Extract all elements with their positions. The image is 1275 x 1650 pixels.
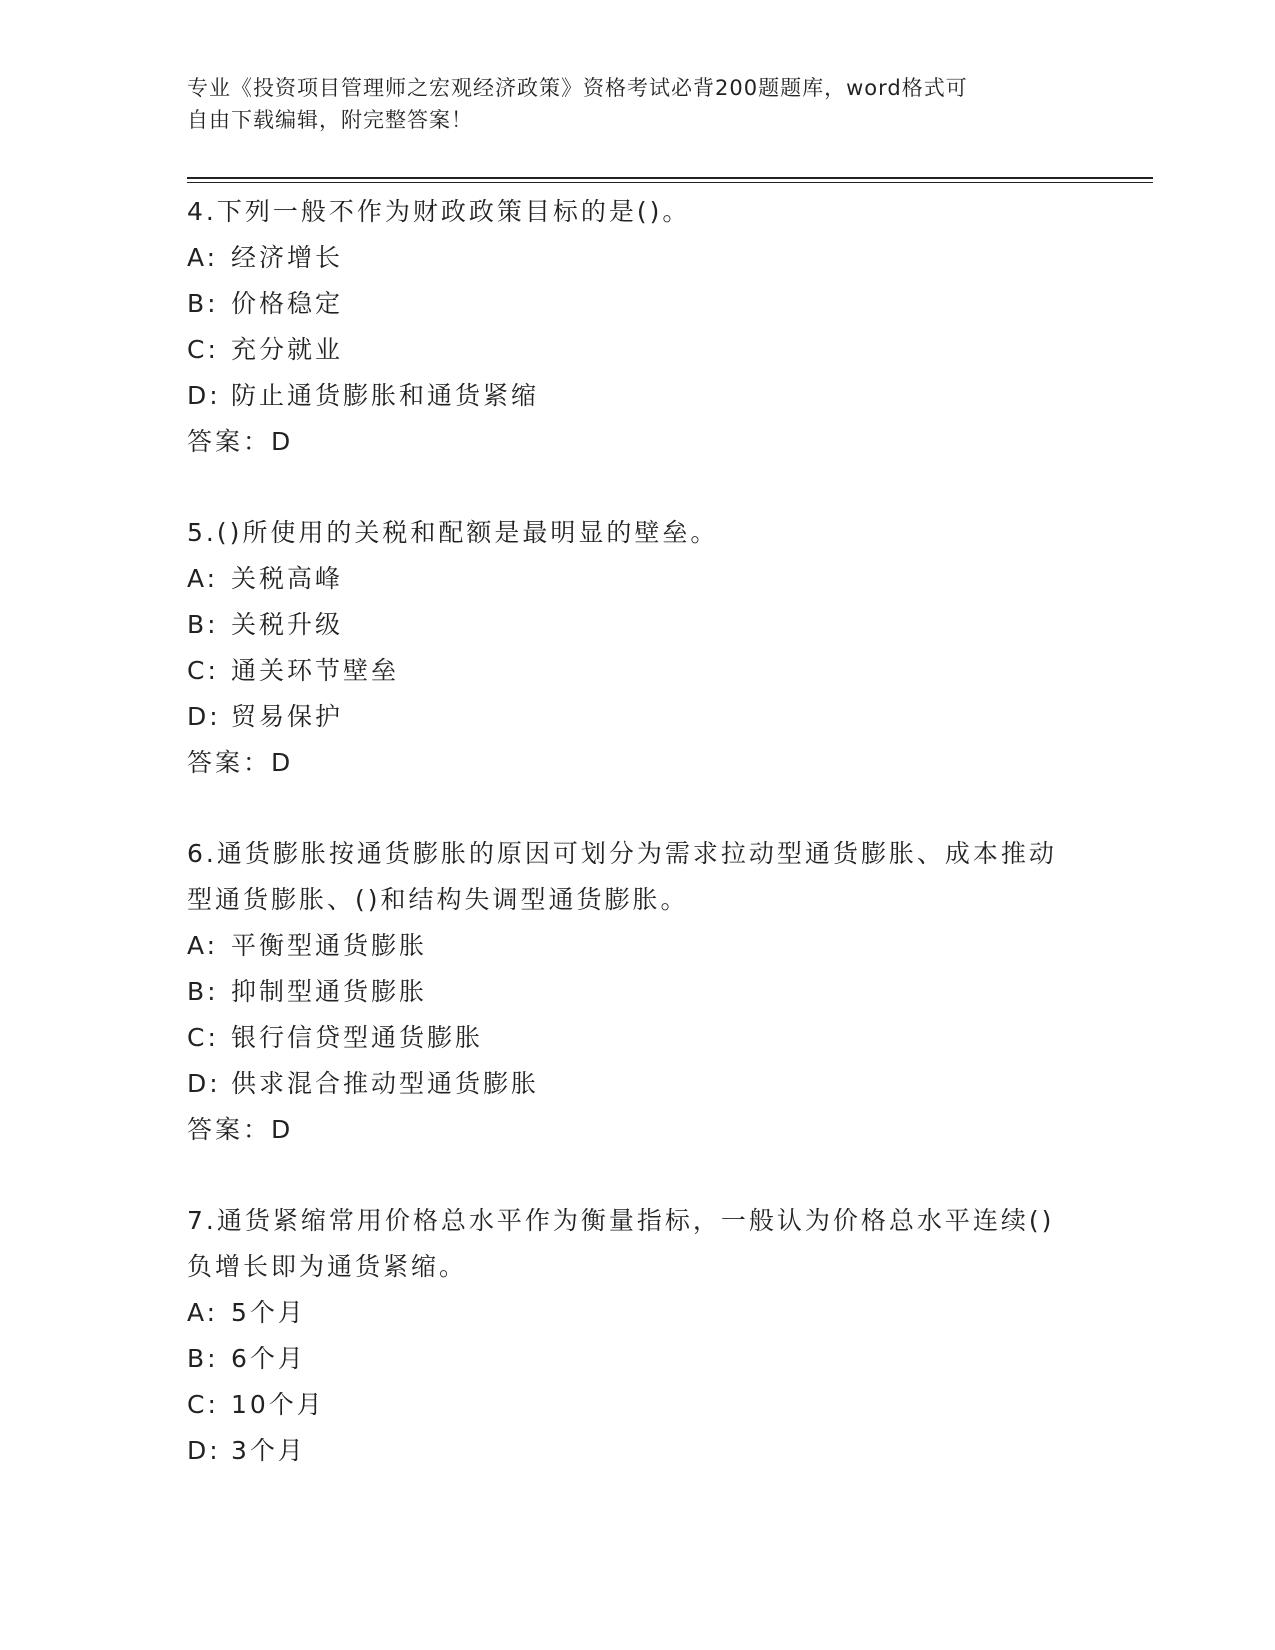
option-label: D: [187, 702, 221, 731]
option-label: D: [187, 381, 221, 410]
option-text: 关税升级 [231, 610, 344, 639]
document-header [187, 72, 1067, 136]
option-text: 6个月 [231, 1344, 306, 1373]
option-text: 关税高峰 [231, 564, 344, 593]
option-label: C: [187, 1390, 219, 1419]
option-b [187, 969, 1067, 1015]
option-d [187, 373, 1067, 419]
option-label: D: [187, 1436, 221, 1465]
option-c [187, 1382, 1067, 1428]
header-divider-thin [187, 182, 1153, 183]
header-line-2: 自由下载编辑，附完整答案！ [187, 108, 473, 132]
option-d [187, 1061, 1067, 1107]
question-stem: 5.()所使用的关税和配额是最明显的壁垒。 [187, 518, 719, 547]
answer: 答案：D [187, 427, 294, 456]
option-label: C: [187, 1023, 219, 1052]
option-label: C: [187, 656, 219, 685]
option-label: A: [187, 931, 219, 960]
question-6 [187, 831, 1067, 1153]
option-text: 充分就业 [231, 335, 344, 364]
option-text: 经济增长 [231, 243, 344, 272]
option-a [187, 556, 1067, 602]
option-label: B: [187, 1344, 219, 1373]
option-label: C: [187, 335, 219, 364]
option-a [187, 1290, 1067, 1336]
option-label: A: [187, 564, 219, 593]
option-b [187, 1336, 1067, 1382]
option-d [187, 694, 1067, 740]
option-text: 3个月 [231, 1436, 306, 1465]
option-text: 通关环节壁垒 [231, 656, 400, 685]
option-label: A: [187, 1298, 219, 1327]
question-stem: 4.下列一般不作为财政政策目标的是()。 [187, 197, 691, 226]
answer: 答案：D [187, 748, 294, 777]
option-text: 供求混合推动型通货膨胀 [231, 1069, 540, 1098]
option-d [187, 1428, 1067, 1474]
option-text: 贸易保护 [231, 702, 344, 731]
option-label: B: [187, 977, 219, 1006]
option-b [187, 281, 1067, 327]
header-line-1: 专业《投资项目管理师之宏观经济政策》资格考试必背200题题库，word格式可 [187, 76, 968, 100]
option-text: 平衡型通货膨胀 [231, 931, 428, 960]
option-text: 10个月 [231, 1390, 325, 1419]
option-c [187, 648, 1067, 694]
option-label: B: [187, 289, 219, 318]
option-text: 抑制型通货膨胀 [231, 977, 428, 1006]
header-divider-thick [187, 177, 1153, 179]
option-a [187, 923, 1067, 969]
answer: 答案：D [187, 1115, 294, 1144]
option-label: A: [187, 243, 219, 272]
option-b [187, 602, 1067, 648]
option-text: 银行信贷型通货膨胀 [231, 1023, 484, 1052]
question-list [187, 189, 1067, 1519]
option-c [187, 327, 1067, 373]
option-text: 防止通货膨胀和通货紧缩 [231, 381, 540, 410]
question-7 [187, 1198, 1067, 1474]
question-stem: 7.通货紧缩常用价格总水平作为衡量指标，一般认为价格总水平连续()负增长即为通货紧缩。 [187, 1206, 1055, 1281]
option-label: B: [187, 610, 219, 639]
question-stem: 6.通货膨胀按通货膨胀的原因可划分为需求拉动型通货膨胀、成本推动型通货膨胀、()和结构失调型通货膨胀。 [187, 839, 1057, 914]
option-text: 5个月 [231, 1298, 306, 1327]
option-label: D: [187, 1069, 221, 1098]
option-text: 价格稳定 [231, 289, 344, 318]
option-a [187, 235, 1067, 281]
question-4 [187, 189, 1067, 465]
question-5 [187, 510, 1067, 786]
option-c [187, 1015, 1067, 1061]
